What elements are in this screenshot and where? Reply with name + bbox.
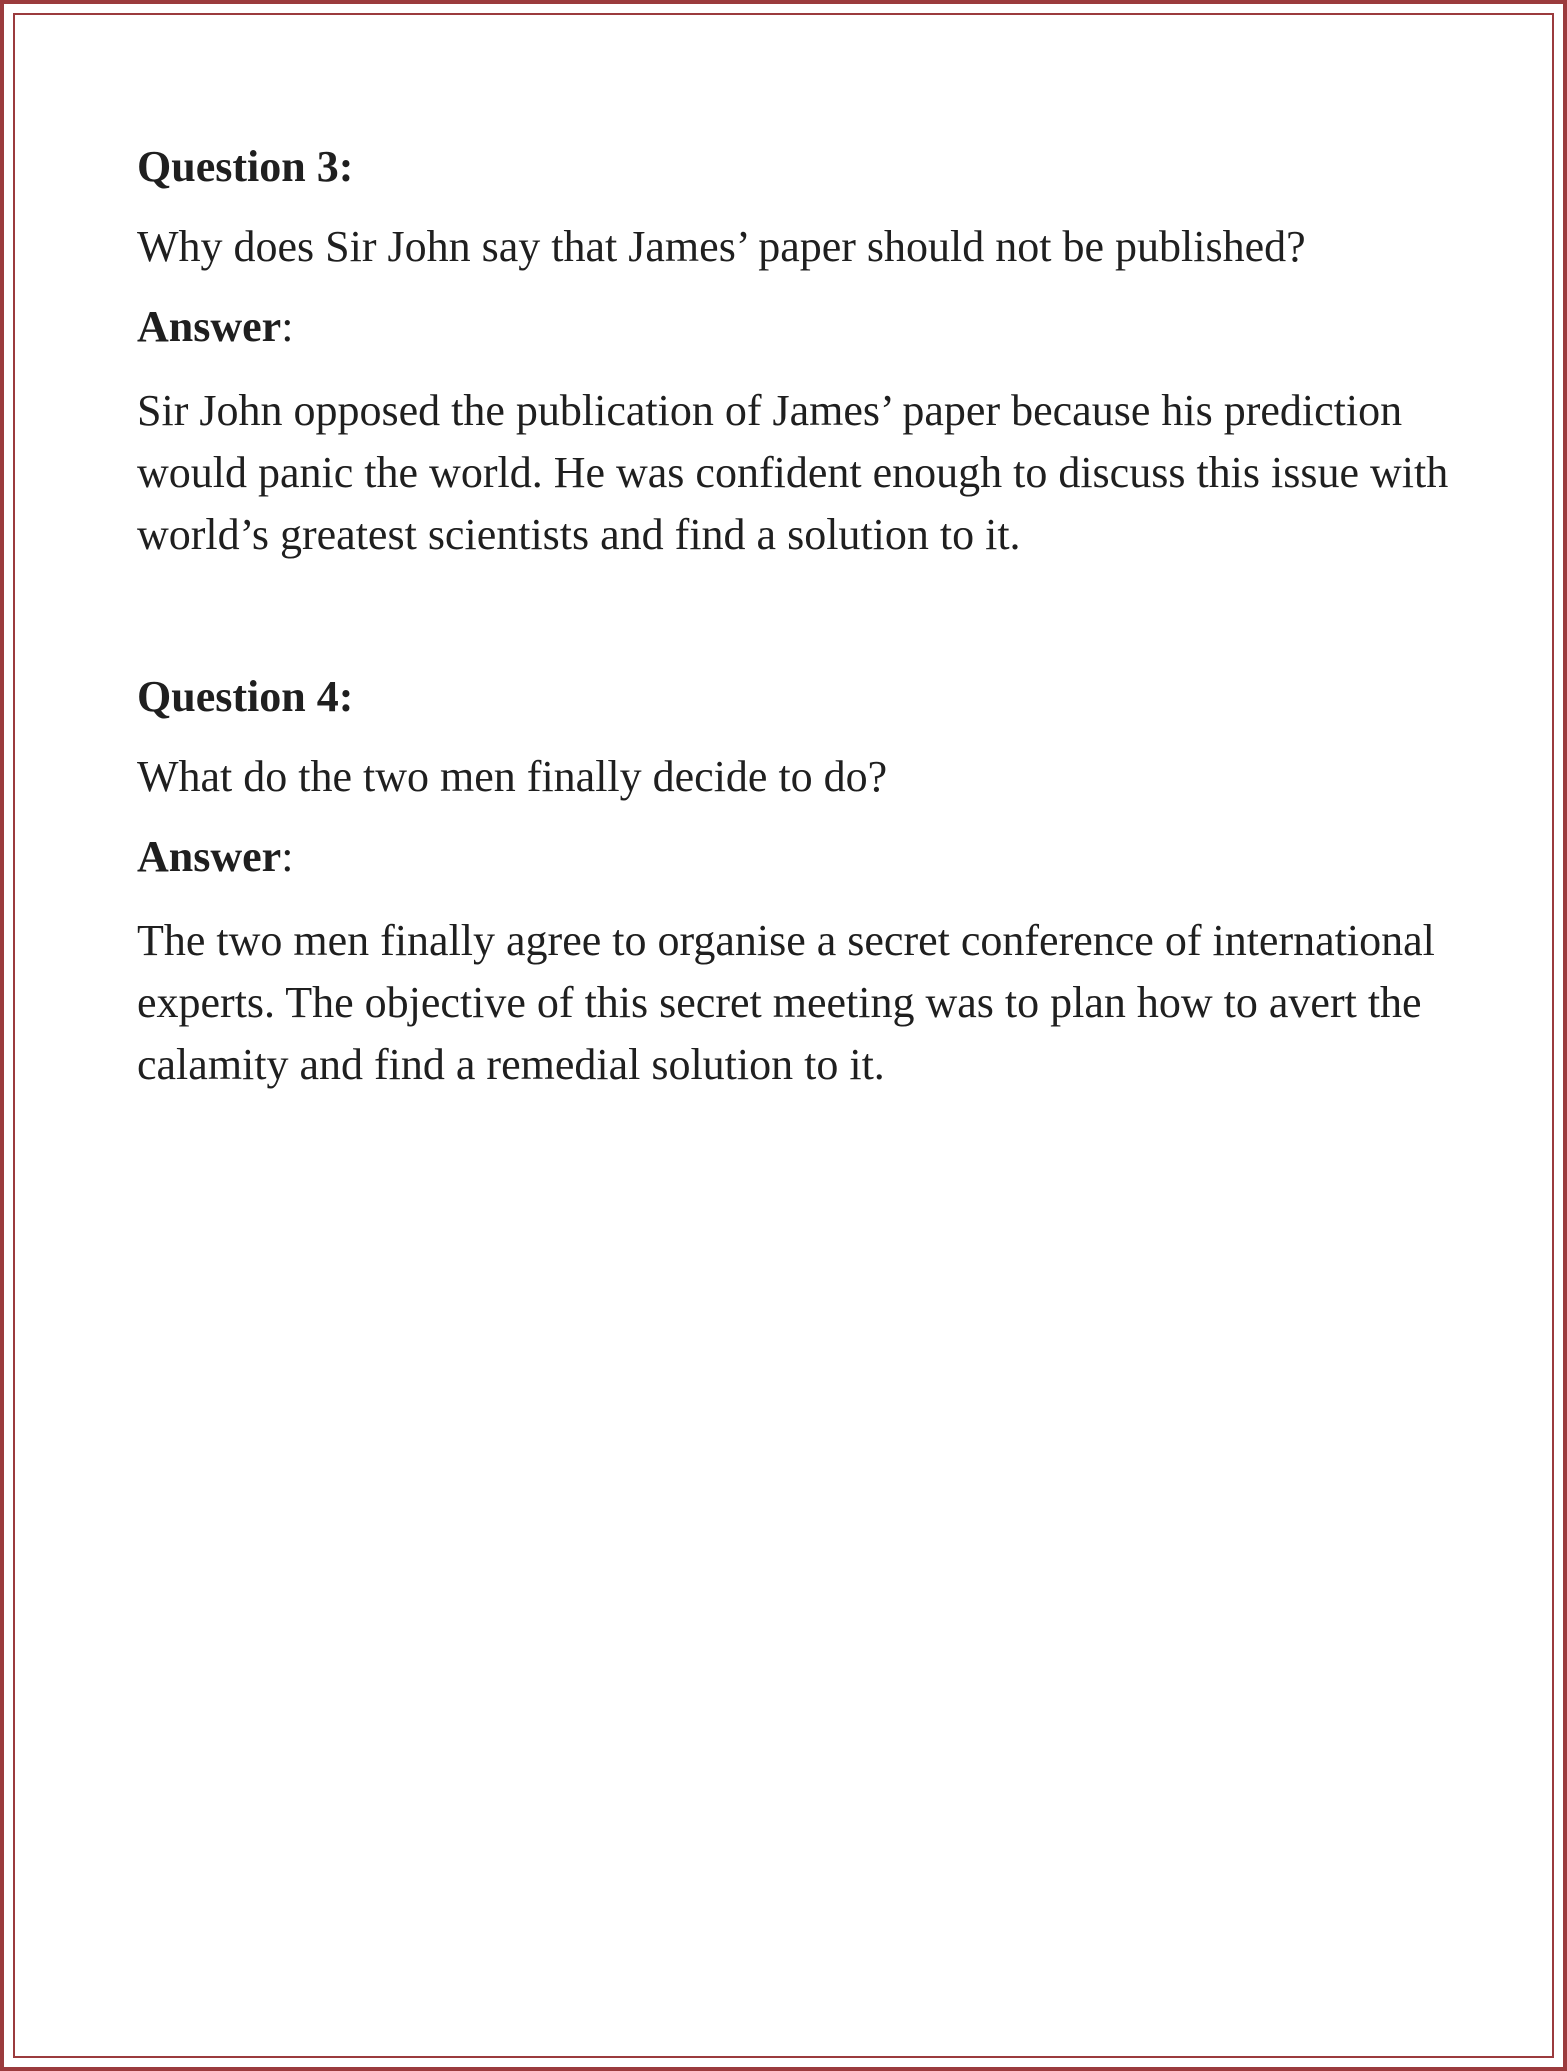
question-text: What do the two men finally decide to do? — [137, 752, 888, 801]
answer-heading — [137, 826, 1457, 888]
question-text: Why does Sir John say that James’ paper should not be published? — [137, 222, 1306, 271]
answer-label: Answer — [137, 832, 282, 881]
question-heading: Question 3: — [137, 142, 354, 191]
question-heading: Question 4: — [137, 672, 354, 721]
section-spacer — [137, 566, 1457, 666]
answer-label: Answer — [137, 302, 282, 351]
answer-colon: : — [281, 832, 294, 881]
answer-colon: : — [281, 302, 294, 351]
answer-text: The two men finally agree to organise a secret conference of international experts. The objective of this secret meeting was to plan how to avert the calamity and find a remedial solution to it. — [137, 916, 1435, 1089]
question-block-3 — [137, 136, 1457, 566]
question-block-4 — [137, 666, 1457, 1096]
answer-heading — [137, 296, 1457, 358]
answer-text: Sir John opposed the publication of James’ paper because his prediction would panic the world. He was confident enough to discuss this issue with world’s greatest scientists and find a solution to it. — [137, 386, 1449, 559]
document-content — [137, 136, 1457, 1096]
